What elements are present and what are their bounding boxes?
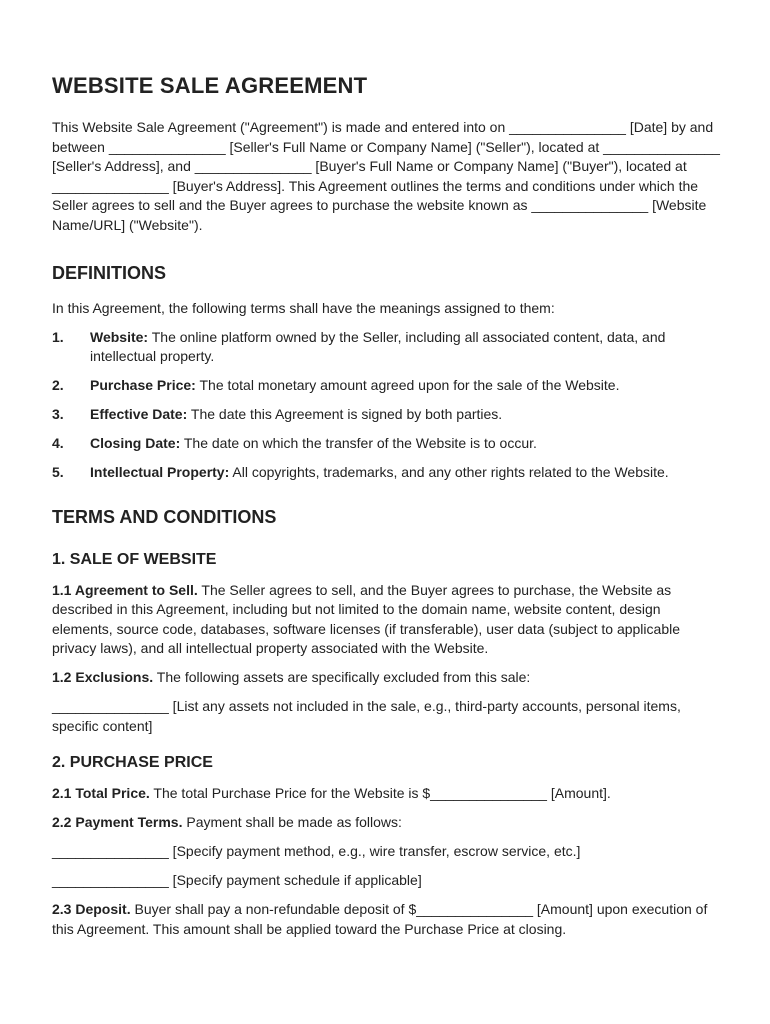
list-item [52,405,722,425]
list-item-number: 2. [52,377,64,393]
clause-text: Buyer shall pay a non-refundable deposit of $_______________ [Amount] upon execution of this Agreement. This amount shall be applied toward the Purchase Price at closing. [52,901,708,937]
definition-text: The date this Agreement is signed by both parties. [187,406,503,422]
clause-text: Payment shall be made as follows: [182,814,402,830]
terms-heading: TERMS AND CONDITIONS [52,506,277,527]
list-item-number: 5. [52,464,64,480]
definition-term: Intellectual Property: [90,464,230,480]
clause-2-2 [52,813,722,833]
clause-text: The following assets are specifically excluded from this sale: [153,669,531,685]
clause-2-3 [52,900,722,939]
clause-1-2 [52,668,722,688]
clause-label: 1.1 Agreement to Sell. [52,581,198,598]
definition-text: All copyrights, trademarks, and any other rights related to the Website. [229,464,669,480]
clause-text: The Seller agrees to sell, and the Buyer agrees to purchase, the Website as described in this Agreement, including but not limited to the domain name, website content, design elements, source code, databases, software licenses (if transferable), user data (subject to applicable privacy laws), and all intellectual property associated with the Website. [52,581,680,656]
clause-label: 2.3 Deposit. [52,901,131,917]
list-item [52,463,722,483]
payment-schedule-blank: _______________ [Specify payment schedule if applicable] [52,872,422,888]
definition-term: Purchase Price: [90,377,196,393]
definition-term: Closing Date: [90,435,181,451]
clause-label: 2.1 Total Price. [52,785,150,801]
definition-term: Effective Date: [90,406,188,422]
list-item-number: 3. [52,406,64,422]
definition-text: The online platform owned by the Seller, including all associated content, data, and intellectual property. [90,328,666,364]
clause-1-1 [52,581,722,659]
definition-text: The total monetary amount agreed upon for the sale of the Website. [195,377,620,393]
list-item-number: 4. [52,435,64,451]
definitions-list [52,328,722,483]
clause-label: 2.2 Payment Terms. [52,814,183,830]
document-title: WEBSITE SALE AGREEMENT [52,73,368,98]
clause-2-1 [52,784,722,804]
definitions-lead: In this Agreement, the following terms shall have the meanings assigned to them: [52,300,555,316]
list-item [52,328,722,367]
intro-paragraph: This Website Sale Agreement ("Agreement") is made and entered into on _______________ [Date] by and between _______________ [Seller's Full Name or Company Name] ("Seller"), located at _______________ [Seller's Address], and _______________ [Buyer's Full Name or Company Name] ("Buyer"), located at _______________ [Buyer's Address]. This Agreement outlines the terms and conditions under which the Seller agrees to sell and the Buyer agrees to purchase the website known as _______________ [Website Name/URL] ("Website"). [52,119,720,233]
definition-term: Website: [90,328,149,345]
definition-text: The date on which the transfer of the Website is to occur. [180,435,537,451]
list-item [52,376,722,396]
clause-text: The total Purchase Price for the Website is $_______________ [Amount]. [149,785,611,801]
definitions-heading: DEFINITIONS [52,263,167,283]
list-item [52,434,722,454]
clause-label: 1.2 Exclusions. [52,669,154,685]
section-heading-price: 2. PURCHASE PRICE [52,754,213,771]
section-heading-sale: 1. SALE OF WEBSITE [52,550,217,568]
exclusions-blank: _______________ [List any assets not included in the sale, e.g., third-party accounts, personal items, specific content] [52,698,681,734]
list-item-number: 1. [52,328,64,345]
payment-method-blank: _______________ [Specify payment method, e.g., wire transfer, escrow service, etc.] [52,843,581,859]
